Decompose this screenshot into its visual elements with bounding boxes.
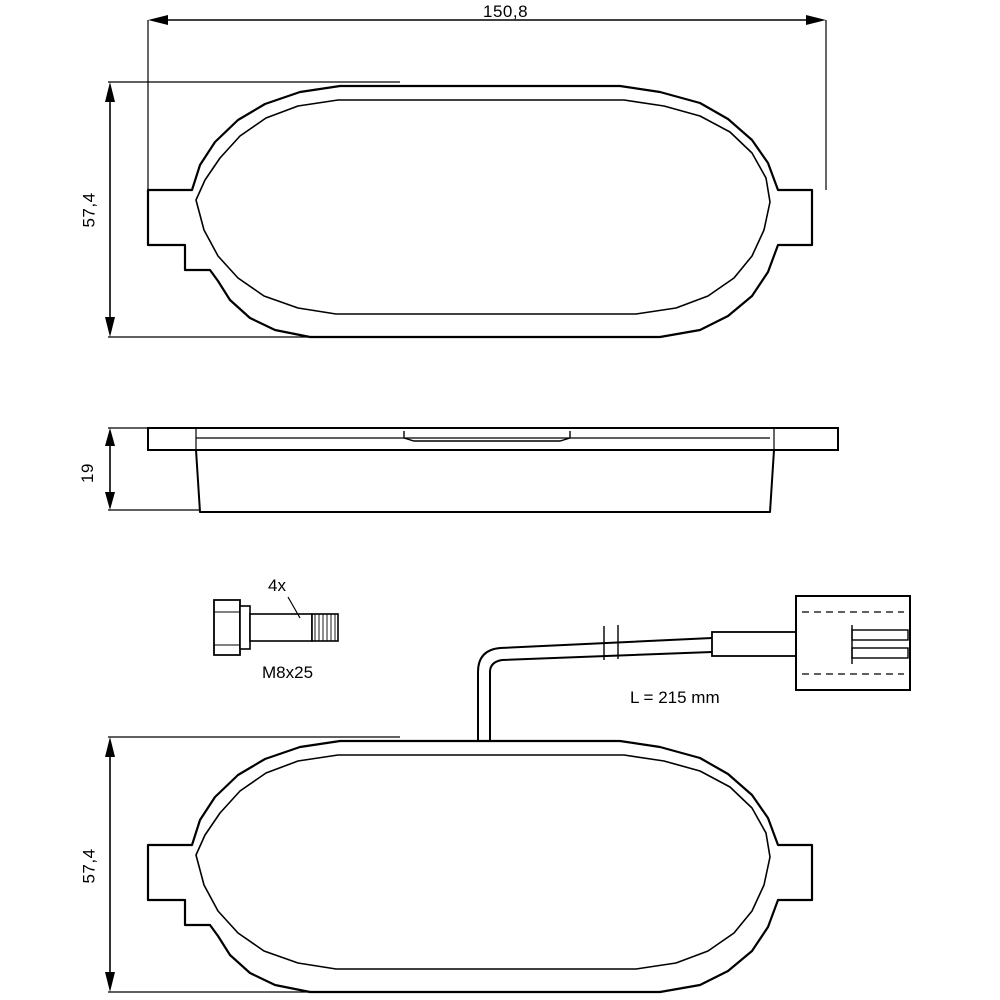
dimension-label-height-top: 57,4	[79, 192, 99, 228]
dimension-label-height-bottom: 57,4	[79, 848, 99, 884]
bolt-count-label: 4x	[268, 576, 286, 595]
bolt-spec-label: M8x25	[262, 663, 314, 682]
bolt-m8x25	[214, 597, 338, 655]
dimension-label-thickness: 19	[77, 463, 97, 483]
dimension-label-width-top: 150,8	[483, 2, 529, 21]
brake-pad-top-view	[148, 86, 812, 337]
brake-pad-side-view	[148, 428, 838, 512]
brake-pad-bottom-view	[148, 741, 812, 992]
sensor-length-label: L = 215 mm	[630, 688, 720, 707]
